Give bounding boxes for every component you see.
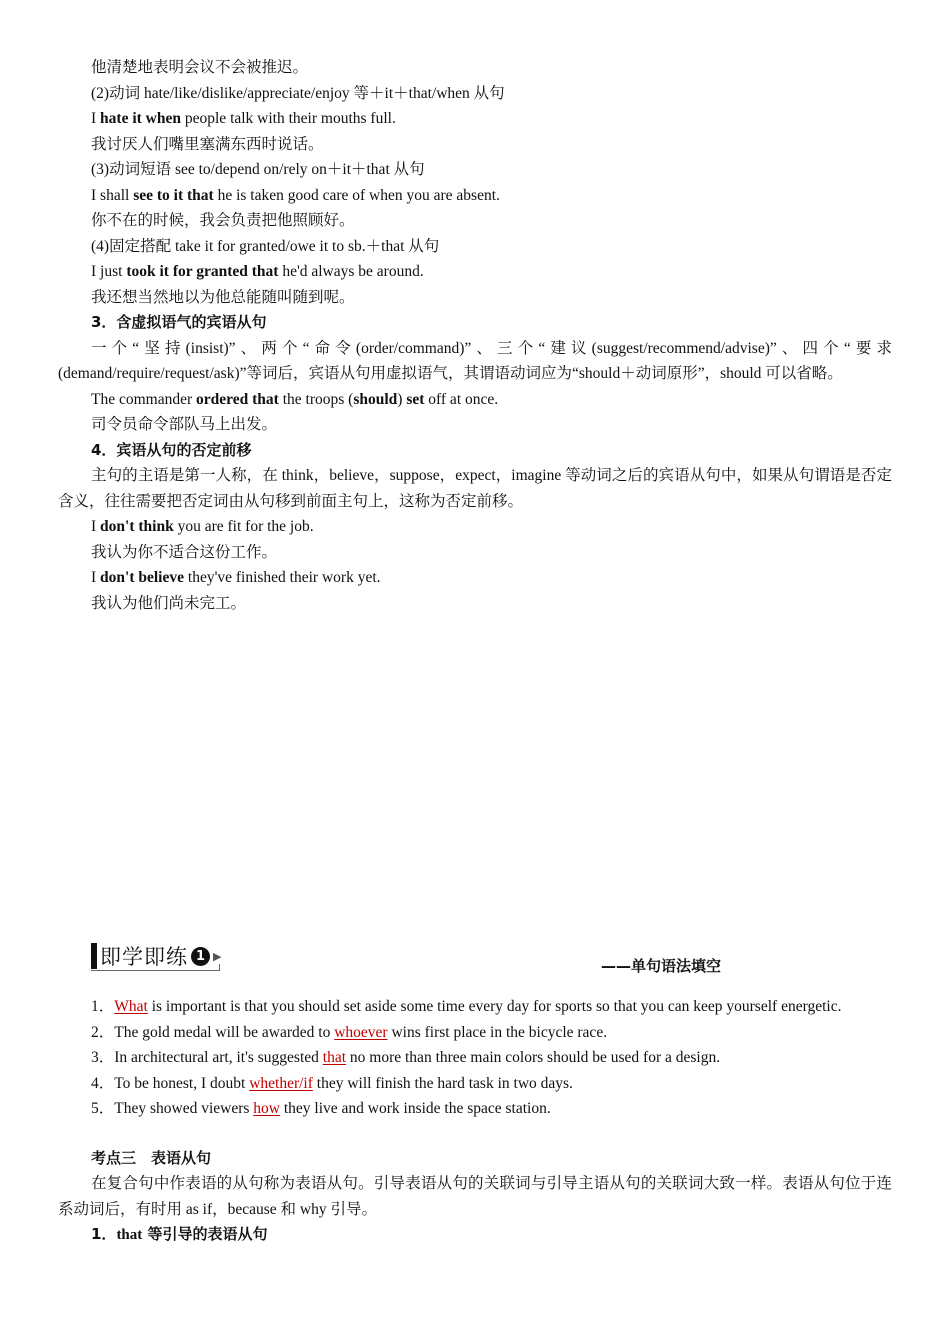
translation-line: 我认为他们尚未完工。	[91, 594, 247, 612]
exercise-list	[58, 994, 892, 1122]
rule-line: (2)动词 hate/like/dislike/appreciate/enjoy 等＋it＋that/when 从句	[91, 84, 505, 102]
exercise-badge: 即学即练 1 ▶	[91, 942, 221, 970]
triangle-arrow-icon: ▶	[213, 950, 222, 963]
exercise-item: 2．The gold medal will be awarded to whoever wins first place in the bicycle race.	[91, 1023, 608, 1041]
exercise-subtitle: ——单句语法填空	[601, 957, 722, 975]
translation-line: 司令员命令部队马上出发。	[91, 416, 278, 433]
answer-blank: that	[322, 1049, 347, 1066]
exercise-item: 5．They showed viewers how they live and work inside the space station.	[91, 1100, 551, 1117]
section-heading: 4．宾语从句的否定前移	[91, 440, 252, 459]
example-line: I don't believe they've finished their work yet.	[91, 569, 381, 586]
rule-line: (4)固定搭配 take it for granted/owe it to sb.＋that 从句	[91, 237, 440, 255]
section-paragraph: 在复合句中作表语的从句称为表语从句。引导表语从句的关联词与引导主语从句的关联词大致一样。表语从句位于连系动词后，有时用 as if，because 和 why 引导。	[58, 1175, 892, 1218]
exercise-item: 1．What is important is that you should set aside some time every day for sports so that you can keep yourself energetic.	[91, 998, 842, 1015]
section-paragraph: 主句的主语是第一人称，在 think，believe，suppose，expect，imagine 等动词之后的宾语从句中，如果从句谓语是否定含义，往往需要把否定词由从句移到前面主句上，这称为否定前移。	[58, 467, 892, 510]
exercise-item: 3．In architectural art, it's suggested that no more than three main colors should be used for a design.	[91, 1049, 721, 1066]
example-line: I just took it for granted that he'd always be around.	[91, 263, 424, 280]
section-heading: 考点三 表语从句	[91, 1148, 212, 1167]
bold-phrase: hate it when	[100, 110, 181, 127]
translation-line: 你不在的时候，我会负责把他照顾好。	[91, 212, 355, 229]
exercise-item: 4．To be honest, I doubt whether/if they will finish the hard task in two days.	[91, 1074, 573, 1092]
document-page	[58, 55, 892, 1249]
answer-blank: how	[253, 1100, 280, 1117]
answer-blank: What	[114, 998, 148, 1015]
subsection-heading: 1．that 等引导的表语从句	[91, 1225, 268, 1243]
badge-bar-icon	[91, 943, 97, 969]
translation-line: 他清楚地表明会议不会被推迟。	[91, 59, 309, 76]
exercise-header	[58, 938, 892, 994]
translation-line: 我讨厌人们嘴里塞满东西时说话。	[91, 135, 324, 153]
number-circle-icon: 1	[191, 947, 210, 966]
bold-phrase: took it for granted that	[126, 263, 279, 280]
example-line: I don't think you are fit for the job.	[91, 518, 314, 535]
answer-blank: whether/if	[249, 1074, 313, 1092]
bold-phrase: see to it that	[133, 186, 214, 204]
translation-line: 我还想当然地以为他总能随叫随到呢。	[91, 288, 355, 306]
example-line: I shall see to it that he is taken good care of when you are absent.	[91, 186, 500, 204]
translation-line: 我认为你不适合这份工作。	[91, 543, 278, 561]
example-line: I hate it when people talk with their mouths full.	[91, 110, 396, 127]
section-paragraph: 一个“坚持(insist)”、两个“命令(order/command)”、三个“建议(suggest/recommend/advise)”、四个“要求(demand/require/request/ask)”等词后，宾语从句用虚拟语气，其谓语动词应为“should＋动词原形”，should 可以省略。	[58, 339, 892, 382]
example-line: The commander ordered that the troops (should) set off at once.	[91, 390, 499, 408]
rule-line: (3)动词短语 see to/depend on/rely on＋it＋that 从句	[91, 161, 425, 178]
section-heading: 3．含虚拟语气的宾语从句	[91, 313, 267, 331]
answer-blank: whoever	[334, 1023, 388, 1041]
badge-underline	[91, 970, 219, 971]
